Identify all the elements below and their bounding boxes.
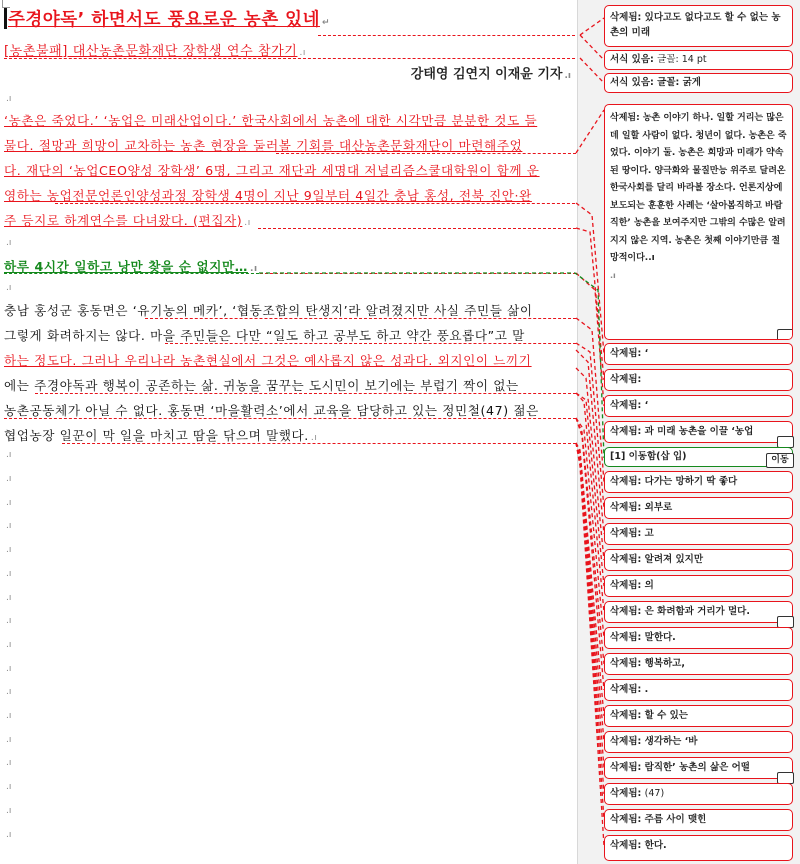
balloon-deletion[interactable]: 삭제됨: . bbox=[604, 679, 793, 701]
change-connector bbox=[276, 153, 576, 154]
lead-line-4[interactable]: 영하는 농업전문언론인양성과정 장학생 4명이 지난 9일부터 4일간 충남 홍성, 전북 진안·완 bbox=[4, 188, 532, 203]
change-connector bbox=[4, 418, 576, 419]
change-connector bbox=[258, 228, 576, 229]
lead-line-2[interactable]: 물다. 절망과 희망이 교차하는 농촌 현장을 둘러볼 기회를 대산농촌문화재단이 마련해주었 bbox=[4, 138, 523, 153]
empty-paragraph: .ı bbox=[6, 782, 12, 792]
article-title[interactable]: 주경야독’ 하면서도 풍요로운 농촌 있네 ↵ bbox=[4, 6, 330, 31]
balloon-deletion[interactable]: 삭제됨: 한다. bbox=[604, 835, 793, 861]
balloon-move[interactable]: [1] 이동함(삽 입) 이동 bbox=[604, 447, 793, 467]
change-connector bbox=[318, 35, 580, 36]
empty-paragraph: .ı bbox=[6, 735, 12, 745]
balloon-deletion[interactable]: 삭제됨: 할 수 있는 bbox=[604, 705, 793, 727]
empty-paragraph: .ı bbox=[6, 474, 12, 484]
empty-paragraph: .ı bbox=[6, 687, 12, 697]
more-button[interactable] bbox=[777, 329, 793, 340]
change-connector bbox=[165, 343, 576, 344]
empty-paragraph: .ı bbox=[6, 450, 12, 460]
balloon-deletion-long[interactable]: 삭제됨: 농촌 이야기 하나. 일할 거리는 많은데 일할 사람이 없다. 청년이 없다. 농촌은 죽었다. 이야기 둘. 농촌은 희망과 미래가 약속된 땅이다. 양극화와 물질만능 위주로 달려온 한국사회를 달리 바라볼 장소다. 언론지상에 보도되는 훈훈한 사례는 ‘살아봄직하고 바람직한’ 농촌을 보여주지만 그밖의 수많은 알려지지 않은 지역. 농촌은 첫째 이야기만큼 절망적이다..ı .ı bbox=[604, 104, 793, 340]
empty-paragraph: .ı bbox=[6, 238, 12, 248]
change-connector bbox=[145, 318, 576, 319]
empty-paragraph: .ı bbox=[6, 830, 12, 840]
body-line-2[interactable]: 그렇게 화려하지는 않다. 마을 주민들은 다만 “일도 하고 공부도 하고 약간 풍요롭다”고 말 bbox=[4, 328, 525, 343]
empty-paragraph: .ı bbox=[6, 498, 12, 508]
balloon-deletion[interactable]: 삭제됨: 과 미래 농촌을 이끌 ‘농업 bbox=[604, 421, 793, 443]
change-connector bbox=[260, 273, 576, 274]
lead-line-5[interactable]: 주 등지로 하계연수를 다녀왔다. (편집자) .ı bbox=[4, 213, 251, 228]
section-heading[interactable]: 하루 4시간 일하고 낭만 찾을 순 없지만… .ı bbox=[4, 259, 258, 274]
balloon-deletion[interactable]: 삭제됨: 말한다. bbox=[604, 627, 793, 649]
balloon-deletion[interactable]: 삭제됨: 람직한’ 농촌의 삶은 어떨 bbox=[604, 757, 793, 779]
balloon-deletion[interactable]: 삭제됨: 고 bbox=[604, 523, 793, 545]
body-line-3[interactable]: 하는 정도다. 그러나 우리나라 농촌현실에서 그것은 예사롭지 않은 성과다. 외지인이 느끼기 bbox=[4, 353, 532, 368]
empty-paragraph: .ı bbox=[6, 616, 12, 626]
empty-paragraph: .ı bbox=[6, 521, 12, 531]
empty-paragraph: .ı bbox=[6, 711, 12, 721]
balloon-deletion[interactable]: 삭제됨: 은 화려함과 거리가 멀다. bbox=[604, 601, 793, 623]
body-line-5[interactable]: 농촌공동체가 아닐 수 없다. 홍동면 ‘마을활력소’에서 교육을 담당하고 있는 정민철(47) 젊은 bbox=[4, 403, 539, 418]
balloon-deletion[interactable]: 삭제됨: 생각하는 ‘바 bbox=[604, 731, 793, 753]
balloon-format[interactable]: 서식 있음: 글꼴: 14 pt bbox=[604, 50, 793, 70]
change-connector bbox=[55, 203, 575, 204]
balloon-deletion[interactable]: 삭제됨: bbox=[604, 369, 793, 391]
move-button[interactable]: 이동 bbox=[766, 453, 794, 468]
empty-paragraph: .ı bbox=[6, 94, 12, 104]
balloon-deletion[interactable]: 삭제됨: 의 bbox=[604, 575, 793, 597]
empty-paragraph: .ı bbox=[6, 283, 12, 293]
balloon-deletion[interactable]: 삭제됨: ‘ bbox=[604, 395, 793, 417]
body-line-6[interactable]: 협업농장 일꾼이 막 일을 마치고 땀을 닦으며 말했다. .ı bbox=[4, 428, 318, 443]
balloon-format[interactable]: 서식 있음: 글꼴: 굵게 bbox=[604, 73, 793, 93]
empty-paragraph: .ı bbox=[6, 593, 12, 603]
empty-paragraph: .ı bbox=[6, 640, 12, 650]
paragraph-mark: ↵ bbox=[322, 18, 331, 28]
empty-paragraph: .ı bbox=[6, 569, 12, 579]
empty-paragraph: .ı bbox=[6, 758, 12, 768]
balloon-deletion[interactable]: 삭제됨: 주름 사이 맺힌 bbox=[604, 809, 793, 831]
balloon-deletion[interactable]: 삭제됨: 행복하고, bbox=[604, 653, 793, 675]
lead-line-1[interactable]: ‘농촌은 죽었다.’ ‘농업은 미래산업이다.’ 한국사회에서 농촌에 대한 시각만큼 분분한 것도 들 bbox=[4, 113, 538, 128]
move-connector bbox=[4, 273, 259, 274]
balloon-deletion[interactable]: 삭제됨: 알려져 있지만 bbox=[604, 549, 793, 571]
markup-balloon-pane[interactable] bbox=[597, 0, 800, 864]
body-line-4[interactable]: 에는 주경야독과 행복이 공존하는 삶. 귀농을 꿈꾸는 도시민이 보기에는 부럽기 짝이 없는 bbox=[4, 378, 519, 393]
balloon-deletion[interactable]: 삭제됨: ‘ bbox=[604, 343, 793, 365]
empty-paragraph: .ı bbox=[6, 664, 12, 674]
lead-line-3[interactable]: 다. 재단의 ‘농업CEO양성 장학생’ 6명, 그리고 재단과 세명대 저널리즘스쿨대학원이 함께 운 bbox=[4, 163, 540, 178]
change-connector bbox=[4, 58, 580, 59]
empty-paragraph: .ı bbox=[6, 806, 12, 816]
article-subtitle[interactable]: [농촌불패] 대산농촌문화재단 장학생 연수 참가기 .ı bbox=[4, 44, 306, 59]
balloon-deletion[interactable]: 삭제됨: 다가는 망하기 딱 좋다 bbox=[604, 471, 793, 493]
balloon-deletion[interactable]: 삭제됨: 외부로 bbox=[604, 497, 793, 519]
balloon-deletion[interactable]: 삭제됨: 있다고도 없다고도 할 수 없는 농촌의 미래 bbox=[604, 5, 793, 47]
page-gutter bbox=[577, 0, 597, 864]
balloon-deletion[interactable]: 삭제됨: (47) bbox=[604, 783, 793, 805]
body-line-1[interactable]: 충남 홍성군 홍동면은 ‘유기농의 메카’, ‘협동조합의 탄생지’라 알려졌지만 사실 주민들 삶이 bbox=[4, 303, 533, 318]
empty-paragraph: .ı bbox=[6, 545, 12, 555]
text-cursor bbox=[4, 8, 7, 29]
change-connector bbox=[62, 443, 576, 444]
byline[interactable]: 강태영 김연지 이재윤 기자 .ı bbox=[410, 67, 571, 82]
change-connector bbox=[35, 393, 576, 394]
